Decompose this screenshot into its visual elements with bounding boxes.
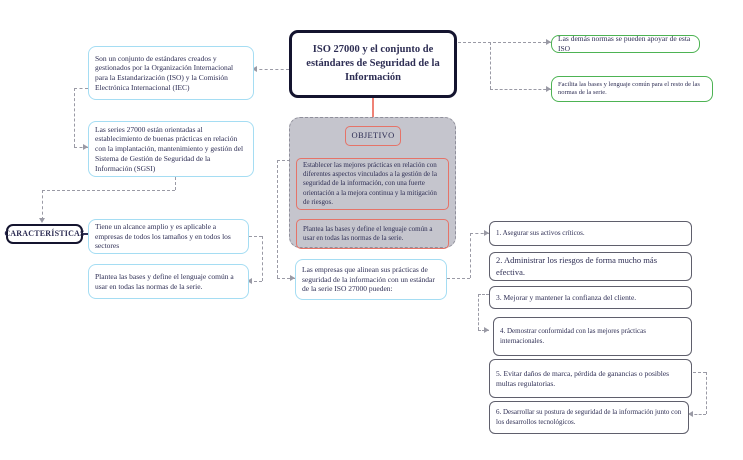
root-node[interactable] (289, 30, 457, 98)
note-node-1[interactable] (551, 35, 700, 53)
benefit-text-6: 6. Desarrollar su postura de seguridad de la información junto con los desarrollos tecnológicos. (496, 408, 682, 426)
arrowhead (484, 327, 492, 333)
connector (693, 372, 706, 373)
benefits-intro-node[interactable] (295, 259, 447, 300)
objetivo-item-text-2: Plantea las bases y define el lenguaje común a usar en todas las normas de la serie. (303, 224, 433, 242)
connector (74, 88, 88, 89)
benefit-node-2[interactable] (489, 252, 692, 281)
objetivo-item-text-1: Establecer las mejores prácticas en relación con diferentes aspectos vinculados a la gestión de la seguridad de la información, con una fuerte orientación a la mejora continua y la mitigación de riesgos. (303, 161, 437, 206)
caracteristica-text-2: Plantea las bases y define el lenguaje común a usar en todas las normas de la serie. (95, 271, 234, 291)
caracteristicas-label: CARACTERÍSTICAS (4, 228, 85, 238)
benefit-text-1: 1. Asegurar sus activos críticos. (496, 228, 585, 237)
connector (74, 88, 75, 147)
connector (470, 233, 471, 278)
objetivo-node[interactable] (345, 126, 401, 146)
benefit-node-1[interactable] (489, 221, 692, 246)
connector (42, 190, 175, 191)
connector (458, 42, 551, 43)
connector (175, 177, 176, 190)
connector (249, 236, 262, 237)
connector (262, 236, 263, 281)
connector (706, 372, 707, 414)
note-node-2[interactable] (551, 76, 713, 102)
caracteristica-node-1[interactable] (88, 219, 249, 254)
definition-text-1: Son un conjunto de estándares creados y gestionados por la Organización Internacional para la Estandarización (ISO) y la Comisión Electrónica Internacional (IEC) (95, 53, 234, 92)
root-title: ISO 27000 y el conjunto de estándares de Seguridad de la Información (306, 43, 440, 84)
connector (478, 294, 489, 295)
benefit-text-4: 4. Demostrar conformidad con las mejores prácticas internacionales. (500, 327, 646, 345)
definition-text-2: Las series 27000 están orientadas al establecimiento de buenas prácticas en relación con la implantación, mantenimiento y gestión del Sistema de Gestión de Seguridad de la Información (SGSI) (95, 124, 244, 173)
connector (42, 190, 43, 220)
benefit-text-5: 5. Evitar daños de marca, pérdida de ganancias o posibles multas regulatorias. (496, 368, 670, 388)
connector (277, 160, 278, 278)
connector (490, 42, 491, 89)
benefit-text-3: 3. Mejorar y mantener la confianza del cliente. (496, 292, 637, 302)
benefit-node-4[interactable] (493, 317, 692, 356)
connector (490, 89, 551, 90)
connector (478, 294, 479, 330)
benefit-node-3[interactable] (489, 286, 692, 309)
note-text-2: Facilita las bases y lenguaje común para el resto de las normas de la serie. (558, 80, 700, 96)
caracteristica-node-2[interactable] (88, 264, 249, 299)
caracteristica-text-1: Tiene un alcance amplio y es aplicable a empresas de todos los tamaños y en todos los sectores (95, 221, 231, 251)
benefits-intro-text: Las empresas que alinean sus prácticas de seguridad de la información con un estándar de la serie ISO 27000 pueden: (302, 264, 435, 294)
benefit-text-2: 2. Administrar los riesgos de forma mucho más efectiva. (496, 255, 658, 277)
benefit-node-6[interactable] (489, 401, 689, 434)
benefit-node-5[interactable] (489, 359, 692, 398)
objetivo-item-node-2[interactable] (296, 219, 449, 249)
connector (254, 69, 289, 70)
definition-node-1[interactable] (88, 46, 254, 100)
caracteristicas-node[interactable] (6, 224, 83, 244)
connector (447, 278, 470, 279)
definition-node-2[interactable] (88, 121, 254, 177)
note-text-1: Las demás normas se pueden apoyar de esta ISO (558, 34, 691, 53)
objetivo-item-node-1[interactable] (296, 158, 449, 210)
objetivo-label: OBJETIVO (351, 130, 395, 141)
